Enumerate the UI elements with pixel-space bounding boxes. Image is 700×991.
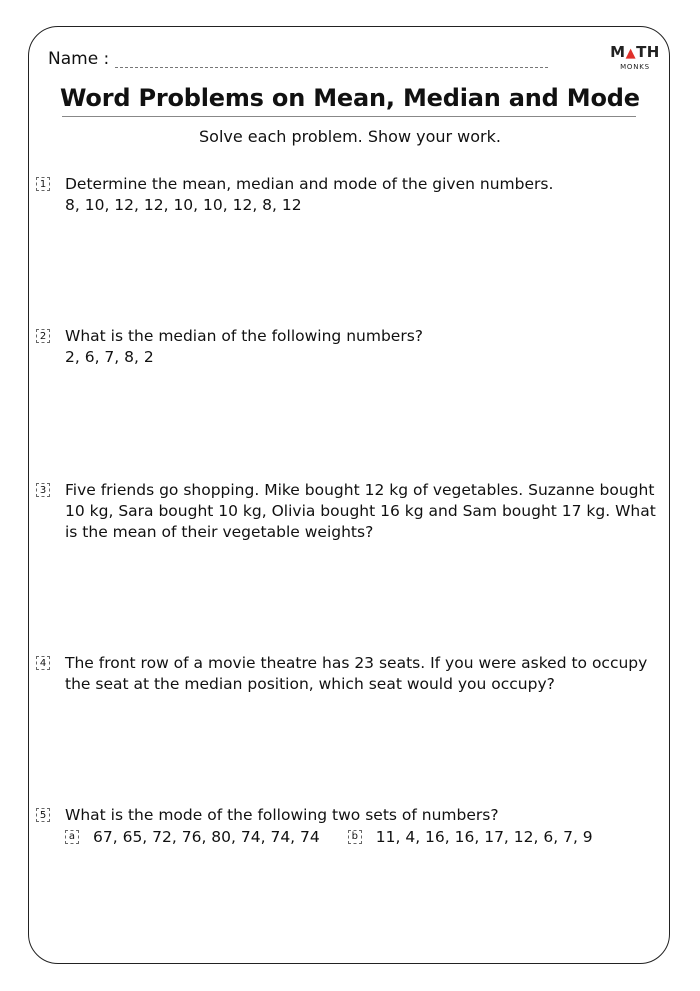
name-label: Name : (48, 49, 110, 69)
problem-3 (36, 480, 672, 543)
problem-part-a (65, 826, 320, 848)
problem-question: Five friends go shopping. Mike bought 12 kg of vegetables. Suzanne bought 10 kg, Sara bought 10 kg, Olivia bought 16 kg and Sam bought 17 kg. What is the mean of their vegetable weights? (65, 481, 656, 541)
problem-4 (36, 653, 672, 695)
problem-2 (36, 326, 672, 368)
problem-number-box: 3 (36, 483, 50, 497)
problem-number-box: 4 (36, 656, 50, 670)
title-underline (62, 116, 636, 117)
name-field-row (48, 48, 548, 70)
logo-letter-m: M (610, 43, 626, 61)
part-data: 67, 65, 72, 76, 80, 74, 74, 74 (93, 828, 320, 846)
math-monks-logo (606, 44, 664, 72)
problem-question: What is the mode of the following two sets of numbers? (65, 806, 499, 824)
problem-data: 2, 6, 7, 8, 2 (65, 348, 154, 366)
problem-part-b (348, 826, 593, 848)
logo-letters-th: TH (636, 43, 660, 61)
logo-triangle-icon: ▲ (625, 46, 637, 61)
problem-question: Determine the mean, median and mode of the given numbers. (65, 175, 554, 193)
name-input-line[interactable] (115, 53, 548, 68)
problem-number-box: 2 (36, 329, 50, 343)
logo-wordmark (606, 44, 664, 62)
worksheet-instructions: Solve each problem. Show your work. (199, 127, 501, 146)
problem-1 (36, 174, 672, 216)
problem-parts (65, 826, 672, 848)
worksheet-title: Word Problems on Mean, Median and Mode (60, 84, 640, 112)
logo-subtext: MONKS (620, 63, 650, 71)
problem-5 (36, 805, 672, 848)
problem-number-box: 1 (36, 177, 50, 191)
part-label-box: b (348, 830, 362, 844)
problem-number-box: 5 (36, 808, 50, 822)
part-label-box: a (65, 830, 79, 844)
problem-question: What is the median of the following numbers? (65, 327, 423, 345)
problem-data: 8, 10, 12, 12, 10, 10, 12, 8, 12 (65, 196, 302, 214)
part-data: 11, 4, 16, 16, 17, 12, 6, 7, 9 (375, 828, 593, 846)
problem-question: The front row of a movie theatre has 23 seats. If you were asked to occupy the seat at the median position, which seat would you occupy? (65, 654, 648, 693)
